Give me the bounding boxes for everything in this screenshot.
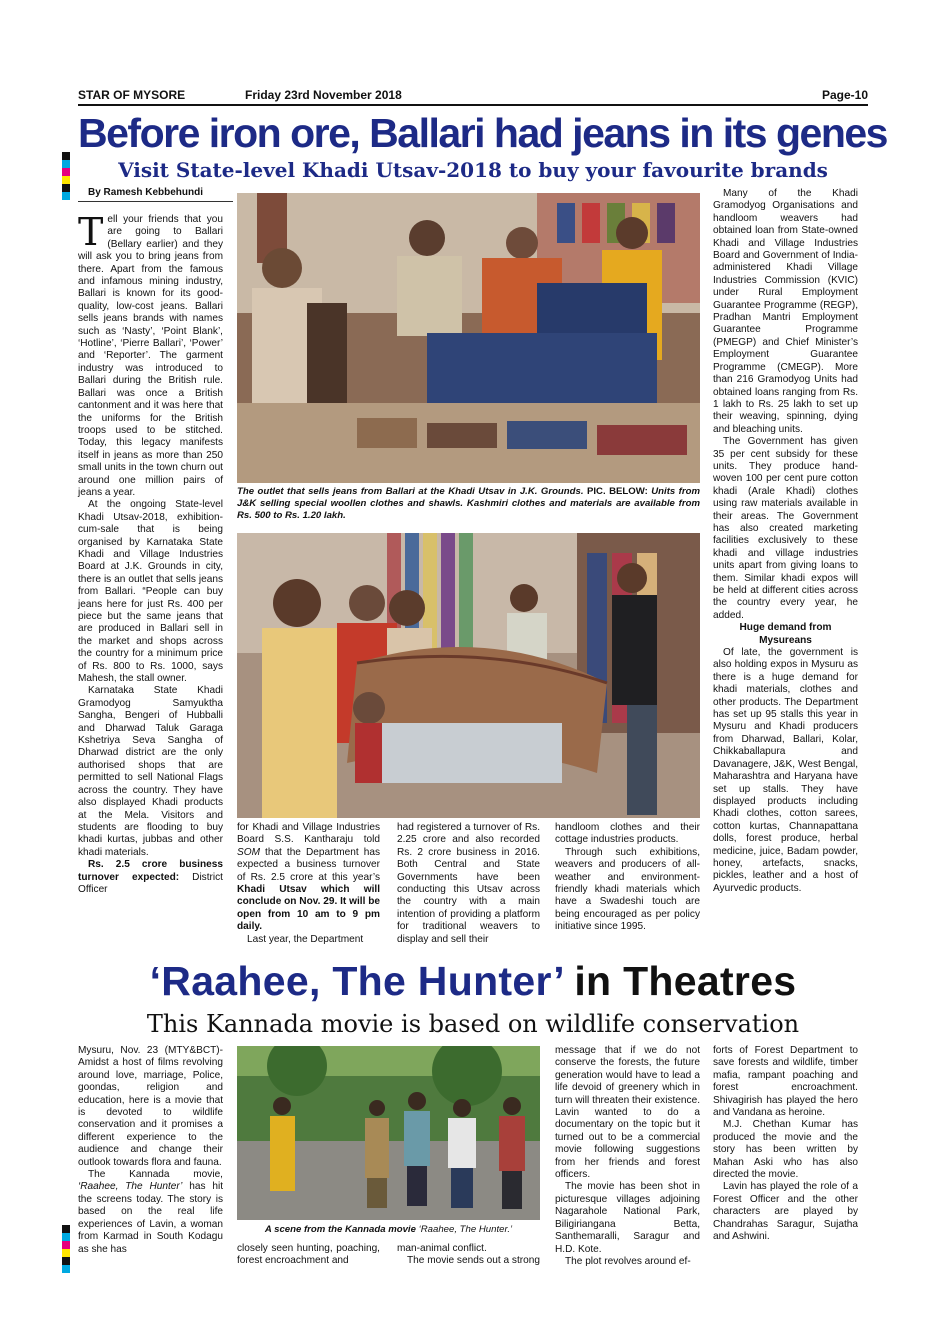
- paragraph: Last year, the Department: [247, 933, 364, 945]
- byline: By Ramesh Kebbehundi: [78, 187, 233, 202]
- page-number: Page-10: [821, 88, 868, 102]
- photo-jeans-stall: [237, 193, 700, 483]
- paragraph: At the ongoing State-level Khadi Utsav-2018, exhibition-cum-sale that is being organised by Karnataka State Khadi and Village Industries Board at J.K. Grounds in city, there is an outlet that sells jeans from Ballari. “People can buy jeans here for just Rs. 400 per piece but the same jeans that are produced in Ballari sell in the market and shops across the country for a minimum price of Rs. 800 to Rs. 1000, says Mahesh, the stall owner.: [78, 499, 223, 685]
- paragraph: closely seen hunting, poaching, forest encroachment and: [237, 1243, 380, 1267]
- story2-subheadline: This Kannada movie is based on wildlife conservation: [146, 1010, 800, 1038]
- story1-column-5: [713, 188, 858, 895]
- dropcap: T: [78, 210, 104, 254]
- paragraph: The movie sends out a strong: [407, 1255, 540, 1267]
- photo-movie-scene: [237, 1046, 540, 1220]
- story2-headline: ‘Raahee, The Hunter’ in Theatres: [149, 958, 797, 1004]
- paper-name: STAR OF MYSORE: [78, 88, 186, 102]
- paragraph: handloom clothes and their cottage industries products.: [555, 822, 700, 846]
- paragraph: The plot revolves around ef-: [565, 1255, 691, 1267]
- paragraph: man-animal conflict.: [397, 1243, 487, 1254]
- story1-column-2: [237, 822, 380, 946]
- story2-column-4: [555, 1045, 700, 1268]
- paragraph: message that if we do not conserve the forests, the future generation would have to lead a life devoid of greenery which in turn will threaten their existence. Lavin wanted to do a documentary on the topic but it turned out to be a commercial movie following suggestions from her friends and forest officers.: [555, 1045, 700, 1181]
- paragraph: for Khadi and Village Industries Board S.S. Kantharaju told SOM that the Department has expected a business turnover of Rs. 2.5 crore at this year’s Khadi Utsav which will conclude on Nov. 29. It will be open from 10 am to 9 pm daily.: [237, 822, 380, 933]
- story2-column-2: [237, 1243, 380, 1268]
- story1-subheadline: Visit State-level Khadi Utsav-2018 to buy your favourite brands: [118, 158, 828, 182]
- paragraph: The Government has given 35 per cent subsidy for these units. They produce hand-woven 100 per cent pure cotton khadi (Arale Khadi) clothes using raw materials available in their areas. The Government has also created marketing facilities exclusively to these khadi and village industries units apart from giving loans to them. Similar khadi expos will be held at different cities across the country every year, he added.: [713, 436, 858, 621]
- lead-paragraph: Tell your friends that you are going to Ballari (Bellary earlier) and they will ask you to bring jeans from there. Apart from the famous and infamous mining industry, Ballari is known for its good-quality, low-cost jeans. Ballari sells jeans brands with names such as ‘Nasty’, ‘Point Blank’, ‘Hotline’, ‘Pierre Ballari’, ‘Power’ and ‘Reporter’. The garment industry was introduced to Ballari during the British rule. Ballari was once a British cantonment and it was here that the uniforms for the British troops used to be stitched. Today, this legacy manifests itself in jeans as more than 250 small units in the town churn out around one million pairs of jeans a year.: [78, 210, 223, 498]
- paragraph: Mysuru, Nov. 23 (MTY&BCT)- Amidst a host of films revolving around love, marriage, Police, goondas, religion and education, here is a movie that is devoted to wildlife conservation and it promises a different experience to the audience and change their outlook towards flora and fauna.: [78, 1045, 223, 1168]
- photo-shawl-stall: [237, 533, 700, 818]
- story1-column-4: [555, 822, 700, 934]
- story1-column-3: [397, 822, 540, 946]
- paragraph: Lavin has played the role of a Forest Officer and the other characters are played by Chandrahas Saragur, Sujatha and Ashwini.: [713, 1181, 858, 1243]
- story1-headline: Before iron ore, Ballari had jeans in its genes: [78, 110, 887, 156]
- paragraph: Karnataka State Khadi Gramodyog Samyuktha Sangha, Bengeri of Hubballi and Dharwad Taluk Garaga Kshetriya Seva Sangha of Dharwad district are the only authorised shops that are permitted to sell National Flags across the country. They have also displayed Khadi products at the Mela. Visitors and students are flooding to buy khadi kurtas, jubbas and other khadi materials.: [78, 685, 223, 858]
- paragraph: Many of the Khadi Gramodyog Organisations and handloom weavers had obtained loan from State-owned Khadi and Village Industries Board and Government of India-administered Khadi Village Industries Commission (KVIC) under Rural Employment Guarantee Programme (REGP), Pradhan Mantri Employment Guarantee Programme (PMEGP) and Chief Minister’s Employment Guarantee Programme (CMEGP). More than 216 Gramodyog Units had obtained loans ranging from Rs. 1 lakh to Rs. 25 lakh to set up their weaving, spinning, dying and bleaching units.: [713, 188, 858, 435]
- paragraph: Of late, the government is also holding expos in Mysuru as there is a huge demand for khadi materials, clothes and other products. The Department has set up 95 stalls this year in Mysuru and Khadi producers from Dharwad, Ballari, Kolar, Chikkaballapura and Davanagere, J&K, West Bengal, Maharashtra and Haryana have set up stalls. They have displayed products including Khadi clothes, cotton sarees, cotton kurtas, Channapattana dolls, forest produce, herbal medicine, juice, Badam powder, honey, artefacts, snacks, pickles, leather and a host of Ayurvedic products.: [713, 647, 858, 894]
- issue-date: Friday 23rd November 2018: [245, 88, 402, 102]
- paragraph: The movie has been shot in picturesque villages adjoining Nagarahole National Park, Biligiriangana Betta, Santhemaralli, Saragur and H.D. Kote.: [555, 1181, 700, 1255]
- registration-marks-top: [62, 152, 70, 200]
- story2-column-5: [713, 1045, 858, 1244]
- paragraph: Rs. 2.5 crore business turnover expected: District Officer: [78, 859, 223, 895]
- subhead-huge-demand: Huge demand from Mysureans: [739, 622, 832, 646]
- photo-caption-1: The outlet that sells jeans from Ballari at the Khadi Utsav in J.K. Grounds. PIC. BELOW: Units from J&K selling special woollen clothes and shawls. Kashmiri clothes and materials are available from Rs. 500 to Rs. 1.20 lakh.: [237, 486, 700, 521]
- story1-column-1: [78, 210, 223, 896]
- registration-marks-bottom: [62, 1225, 70, 1273]
- paragraph: forts of Forest Department to save forests and wildlife, timber mafia, rampant poaching and forest encroachment. Shivagirish has played the hero and Vandana as heroine.: [713, 1045, 858, 1119]
- paragraph: M.J. Chethan Kumar has produced the movie and the story has been written by Mahan Aski who has also directed the movie.: [713, 1119, 858, 1181]
- paragraph: Through such exhibitions, weavers and producers of all-weather and environment-friendly khadi materials which have a Swadeshi touch are being encouraged as per policy initiative since 1995.: [555, 846, 700, 933]
- paragraph: had registered a turnover of Rs. 2.25 crore and also recorded Rs. 2 crore business in 2016. Both Central and State Governments have been conducting this Utsav across the country with a main intention of providing a platform for traditional weavers to display and sell their: [397, 822, 540, 945]
- masthead: [78, 86, 868, 106]
- paragraph: The Kannada movie, ‘Raahee, The Hunter’ has hit the screens today. The story is based on the real life experiences of Lavin, a woman from Karmad in South Kodagu as she has: [78, 1169, 223, 1255]
- photo-caption-2: A scene from the Kannada movie ‘Raahee, The Hunter.’: [264, 1224, 513, 1235]
- story2-column-1: [78, 1045, 223, 1256]
- story2-column-3: [397, 1243, 540, 1268]
